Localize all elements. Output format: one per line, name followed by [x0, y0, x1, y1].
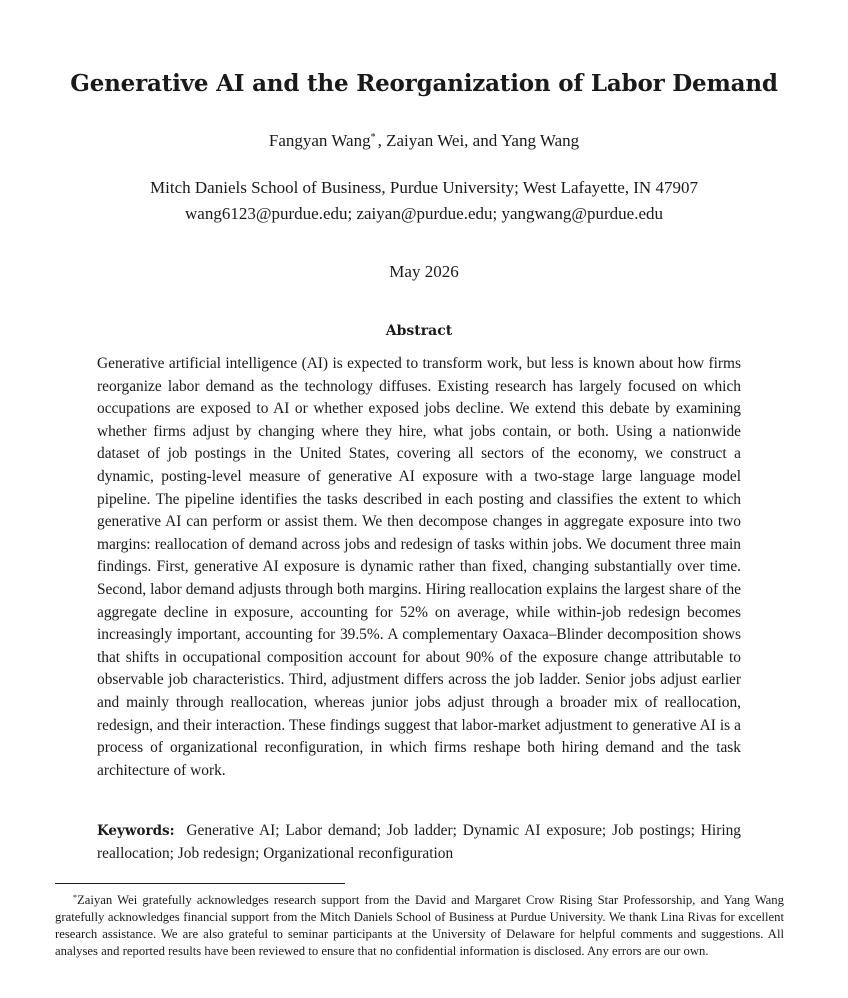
abstract-heading: Abstract — [385, 323, 453, 339]
footnote-text-block — [55, 889, 784, 960]
author-list — [0, 131, 848, 151]
affiliation-text: Mitch Daniels School of Business, Purdue University; West Lafayette, IN 47907 — [150, 178, 698, 197]
footnote-mark: * — [73, 893, 77, 902]
keywords-block — [97, 820, 741, 865]
author-emails: wang6123@purdue.edu; zaiyan@purdue.edu; yangwang@purdue.edu — [185, 204, 663, 223]
keywords-list: Generative AI; Labor demand; Job ladder; Dynamic AI exposure; Job postings; Hiring reallocation; Job redesign; Organizational reconfiguration — [97, 822, 741, 862]
footnote-divider — [55, 883, 345, 884]
paper-date: May 2026 — [389, 262, 459, 281]
footnote-text: Zaiyan Wei gratefully acknowledges research support from the David and Margaret Crow Rising Star Professorship, and Yang Wang gratefully acknowledges financial support from the Mitch Daniels School of Business at Purdue University. We thank Lina Rivas for excellent research assistance. We are also grateful to seminar participants at the University of Delaware for helpful comments and suggestions. All analyses and reported results have been reviewed to ensure that no confidential information is disclosed. Any errors are our own. — [55, 893, 784, 958]
abstract-text: Generative artificial intelligence (AI) is expected to transform work, but less is known about how firms reorganize labor demand as the technology diffuses. Existing research has largely focused on which occupations are exposed to AI or whether exposed jobs decline. We extend this debate by examining whether firms adjust by changing where they hire, what jobs contain, or both. Using a nationwide dataset of job postings in the United States, covering all sectors of the economy, we construct a dynamic, posting-level measure of generative AI exposure with a two-stage large language model pipeline. The pipeline identifies the tasks described in each posting and classifies the extent to which generative AI can perform or assist them. We then decompose changes in aggregate exposure into two margins: reallocation of demand across jobs and redesign of tasks within jobs. We document three main findings. First, generative AI exposure is dynamic rather than fixed, changing substantially over time. Second, labor demand adjusts through both margins. Hiring reallocation explains the largest share of the aggregate decline in exposure, accounting for 52% on average, while within-job redesign becomes increasingly important, accounting for 39.5%. A complementary Oaxaca–Blinder decomposition shows that shifts in occupational composition account for about 90% of the exposure change attributable to observable job characteristics. Third, adjustment differs across the job ladder. Senior jobs adjust earlier and mainly through reallocation, whereas junior jobs adjust through a broader mix of reallocation, redesign, and their interaction. These findings suggest that labor-market adjustment to generative AI is a process of organizational reconfiguration, in which firms reshape both hiring demand and the task architecture of work. — [97, 355, 741, 779]
author-footnote-mark[interactable]: * — [370, 132, 376, 143]
affiliation-block — [0, 175, 848, 227]
paper-title: Generative AI and the Reorganization of Labor Demand — [70, 70, 778, 97]
keywords-label: Keywords: — [97, 823, 175, 839]
author-names-rest: , Zaiyan Wei, and Yang Wang — [377, 131, 580, 150]
author-name-first: Fangyan Wang — [268, 131, 371, 150]
